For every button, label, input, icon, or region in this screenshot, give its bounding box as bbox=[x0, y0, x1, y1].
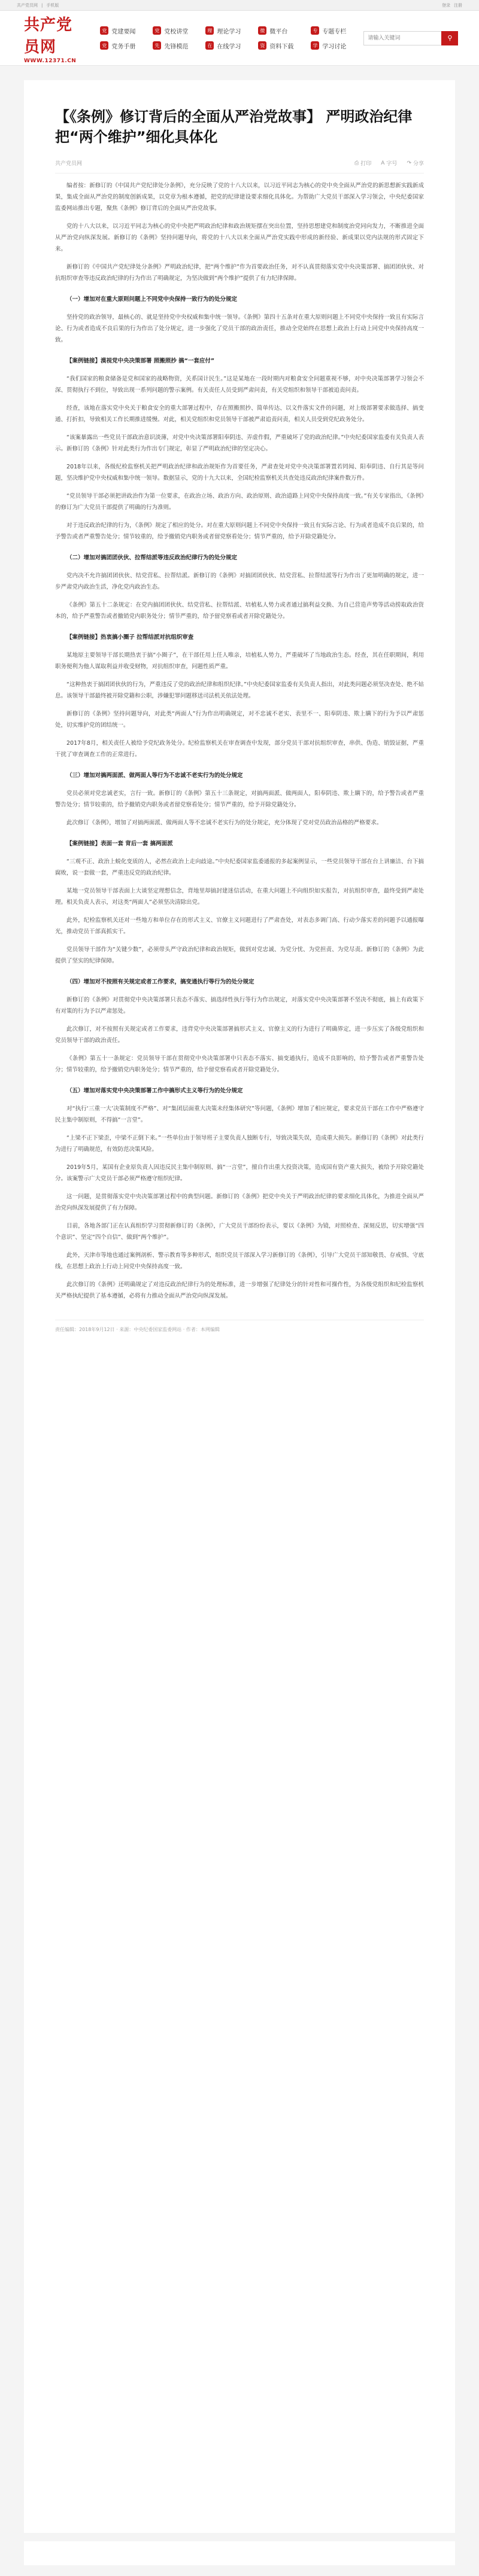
search-input[interactable] bbox=[363, 31, 441, 45]
section-heading: （五）增加对落实党中央决策部署工作中搞形式主义等行为的处分规定 bbox=[66, 1088, 243, 1094]
paragraph: 对“执行‘三重一大’决策制度不严格”、对“集团层面重大决策未经集体研究”等问题，《条例》增加了相应规定，要求党员干部在工作中严格遵守民主集中制原则，不得搞“一言堂”。 bbox=[55, 1106, 424, 1123]
paragraph: 目前，各地各部门正在认真组织学习贯彻新修订的《条例》，广大党员干部纷纷表示，要以《条例》为镜，对照检查、深刻反思，切实增强“四个意识”、坚定“四个自信”、做到“两个维护”。 bbox=[55, 1223, 424, 1241]
article-footer: 责任编辑：2018年9月12日 · 来源：中央纪委国家监委网站 · 作者：本网编辑 bbox=[55, 1320, 424, 1333]
site-logo[interactable] bbox=[24, 13, 76, 64]
nav-icon: 先 bbox=[153, 41, 161, 50]
article-title: 【《条例》修订背后的全面从严治党故事】 严明政治纪律 把“两个维护”细化具体化 bbox=[55, 108, 413, 145]
paragraph: 党内决不允许搞团团伙伙、结党营私、拉帮结派。新修订的《条例》对搞团团伙伙、结党营私、拉帮结派等行为作出了更加明确的规定，进一步严肃党内政治生活，净化党内政治生态。 bbox=[55, 573, 424, 590]
nav-label: 党建要闻 bbox=[111, 28, 136, 35]
share-icon: ↷ bbox=[407, 160, 411, 166]
paragraph: 这一问题，是贯彻落实党中央决策部署过程中的典型问题。新修订的《条例》把党中央关于严明政治纪律的要求细化具体化，为推进全面从严治党向纵深发展提供了有力保障。 bbox=[55, 1193, 424, 1211]
paragraph: 新修订的《条例》坚持问题导向，对此类“两面人”行为作出明确规定，对不忠诚不老实、表里不一、阳奉阴违、欺上瞒下的行为予以严肃惩处，切实维护党的团结统一。 bbox=[55, 711, 424, 729]
nav-label: 党校讲堂 bbox=[164, 28, 189, 35]
paragraph: “党员领导干部必须把讲政治作为第一位要求，在政治立场、政治方向、政治原则、政治道路上同党中央保持高度一致。”有关专家指出，《条例》的修订为广大党员干部提供了明确的行为准则。 bbox=[55, 493, 424, 511]
section-heading: 【案例链接】热衷搞小圈子 拉帮结派对抗组织审查 bbox=[66, 634, 194, 641]
paragraph: 此次修订《条例》，增加了对搞两面派、做两面人等不忠诚不老实行为的处分规定，充分体现了党对党员政治品格的严格要求。 bbox=[66, 820, 383, 826]
topbar-site-link[interactable]: 共产党员网 bbox=[17, 2, 38, 8]
paragraph: 《条例》第五十一条规定：党员领导干部在贯彻党中央决策部署中只表态不落实、搞变通执行，造成不良影响的，给予警告或者严重警告处分；情节较重的，给予撤销党内职务处分；情节严重的，给予留党察看或者开除党籍处分。 bbox=[55, 1055, 424, 1073]
main-nav bbox=[100, 26, 363, 50]
nav-item[interactable] bbox=[311, 41, 363, 50]
page-bottom bbox=[24, 2541, 455, 2565]
nav-item[interactable] bbox=[258, 26, 311, 35]
paragraph: 党员必须对党忠诚老实，言行一致。新修订的《条例》第五十三条规定，对搞两面派、做两面人，阳奉阴违、欺上瞒下的，给予警告或者严重警告处分；情节较重的，给予撤销党内职务或者留党察看处分；情节严重的，给予开除党籍处分。 bbox=[55, 790, 424, 808]
logo-brand: 共产党员网 bbox=[24, 16, 73, 56]
nav-label: 先锋模范 bbox=[164, 43, 189, 50]
paragraph: 此次修订，对不按照有关规定或者工作要求，违背党中央决策部署搞形式主义、官僚主义的行为进行了明确界定，进一步压实了各级党组织和党员领导干部的政治责任。 bbox=[55, 1026, 424, 1044]
share-button[interactable]: ↷ 分享 bbox=[407, 160, 424, 167]
paragraph: 坚持党的政治领导，最核心的、就是坚持党中央权威和集中统一领导。《条例》第四十五条对在重大原则问题上不同党中央保持一致且有实际言论、行为或者造成不良后果的行为作出了处分规定，进一步强化了党员干部的政治责任，推动全党始终在思想上政治上行动上同党中央保持高度一致。 bbox=[55, 314, 424, 343]
section-heading: 【案例链接】表面一套 背后一套 搞两面派 bbox=[66, 841, 173, 847]
nav-item[interactable] bbox=[311, 26, 363, 35]
section-heading: （四）增加对不按照有关规定或者工作要求，搞变通执行等行为的处分规定 bbox=[66, 979, 254, 985]
nav-label: 在线学习 bbox=[217, 43, 241, 50]
nav-label: 学习讨论 bbox=[322, 43, 347, 50]
paragraph: 《条例》第五十二条规定：在党内搞团团伙伙、结党营私、拉帮结派、培植私人势力或者通过搞利益交换、为自己营造声势等活动捞取政治资本的，给予严重警告或者撤销党内职务处分；情节严重的，给予留党察看或者开除党籍处分。 bbox=[55, 602, 424, 620]
paragraph: “该案暴露出一些党员干部政治意识淡薄，对党中央决策部署阳奉阴违、弄虚作假，严重破坏了党的政治纪律。”中央纪委国家监委有关负责人表示。新修订的《条例》针对此类行为作出专门规定，彰显了严明政治纪律的坚定决心。 bbox=[55, 434, 424, 452]
paragraph: 新修订的《条例》对贯彻党中央决策部署只表态不落实、搞选择性执行等行为作出规定，对落实党中央决策部署不坚决不彻底，搞上有政策下有对策的行为予以严肃惩处。 bbox=[55, 997, 424, 1015]
nav-label: 微平台 bbox=[269, 28, 288, 35]
paragraph: 经查，该地在落实党中央关于粮食安全的重大部署过程中，存在照搬照抄、简单传达、以文件落实文件的问题，对上级部署要求做选择、搞变通、打折扣，导致相关工作长期推进缓慢。对此，相关党组织和党员领导干部被严肃追责问责，相关人员受到党纪政务处分。 bbox=[55, 405, 424, 423]
font-size-icon: A bbox=[381, 160, 385, 166]
login-link[interactable]: 登录 bbox=[442, 2, 450, 8]
nav-item[interactable] bbox=[153, 41, 205, 50]
section-heading: （三）增加对搞两面派、做两面人等行为不忠诚不老实行为的处分规定 bbox=[66, 772, 243, 779]
nav-item[interactable] bbox=[153, 26, 205, 35]
register-link[interactable]: 注册 bbox=[454, 2, 462, 8]
paragraph: 编者按：新修订的《中国共产党纪律处分条例》，充分反映了党的十八大以来，以习近平同志为核心的党中央全面从严治党的新思想新实践新成果，集成全面从严治党的制度创新成果，以党章为根本遵循，把党的纪律建设要求细化具体化。为帮助广大党员干部深入学习领会，中央纪委国家监委网站推出专题，聚焦《条例》修订背后的全面从严治党故事。 bbox=[55, 182, 424, 212]
search-button[interactable] bbox=[441, 31, 458, 45]
nav-icon: 学 bbox=[311, 41, 319, 50]
nav-label: 理论学习 bbox=[217, 28, 241, 35]
section-heading: 【案例链接】漠视党中央决策部署 照搬照抄 搞“一套应付” bbox=[66, 358, 215, 364]
search-box bbox=[363, 31, 458, 45]
paragraph: 新修订的《中国共产党纪律处分条例》严明政治纪律，把“两个维护”作为首要政治任务，对不认真贯彻落实党中央决策部署、搞团团伙伙、对抗组织审查等违反政治纪律的行为作出了明确规定，为坚决做到“两个维护”提供了有力纪律保障。 bbox=[55, 264, 424, 282]
nav-icon: 理 bbox=[205, 26, 214, 35]
article-meta bbox=[55, 159, 424, 173]
nav-item[interactable] bbox=[100, 41, 153, 50]
paragraph: 某地一党员领导干部表面上大谈坚定理想信念，背地里却搞封建迷信活动，在重大问题上不向组织如实报告，对抗组织审查，最终受到严肃处理。相关负责人表示，对这类“两面人”必须坚决清除出党。 bbox=[55, 888, 424, 906]
nav-label: 党务手册 bbox=[111, 43, 136, 50]
paragraph: 某地原主要领导干部长期热衷于搞“小圈子”，在干部任用上任人唯亲，培植私人势力，严重破坏了当地政治生态。经查，其在任职期间，利用职务便利为他人谋取利益并收受财物，对抗组织审查，问题性质严重。 bbox=[55, 652, 424, 670]
nav-icon: 党 bbox=[100, 41, 108, 50]
article-body bbox=[55, 180, 424, 1302]
top-bar bbox=[0, 0, 479, 11]
article bbox=[24, 80, 455, 2533]
nav-icon: 资 bbox=[258, 41, 266, 50]
paragraph: 党员领导干部作为“关键少数”，必须带头严守政治纪律和政治规矩，做到对党忠诚、为党分忧、为党担责、为党尽责。新修订的《条例》为此提供了坚实的纪律保障。 bbox=[55, 946, 424, 964]
paragraph: 对于违反政治纪律的行为，《条例》规定了相应的处分。对在重大原则问题上不同党中央保持一致且有实际言论、行为或者造成不良后果的，给予警告或者严重警告处分；情节较重的，给予撤销党内职务或者留党察看处分；情节严重的，给予开除党籍处分。 bbox=[55, 522, 424, 540]
paragraph: 2018年以来，各级纪检监察机关把严明政治纪律和政治规矩作为首要任务，严肃查处对党中央决策部署置若罔闻、阳奉阴违、自行其是等问题，坚决维护党中央权威和集中统一领导。数据显示，党的十九大以来，全国纪检监察机关共查处违反政治纪律案件数万件。 bbox=[55, 464, 424, 482]
paragraph: 此外，纪检监察机关还对一些地方和单位存在的形式主义、官僚主义问题进行了严肃查处，对表态多调门高、行动少落实差的问题予以通报曝光，推动党员干部真抓实干。 bbox=[55, 917, 424, 935]
font-size-button[interactable]: A 字号 bbox=[381, 160, 398, 167]
nav-label: 专题专栏 bbox=[322, 28, 347, 35]
nav-item[interactable] bbox=[100, 26, 153, 35]
site-header bbox=[0, 11, 479, 66]
nav-icon: 党 bbox=[153, 26, 161, 35]
article-tools bbox=[354, 159, 424, 167]
paragraph: “这种热衷于搞团团伙伙的行为，严重违反了党的政治纪律和组织纪律。”中央纪委国家监委有关负责人指出，对此类问题必须坚决查处、绝不姑息。该领导干部最终被开除党籍和公职，涉嫌犯罪问题移送司法机关依法处理。 bbox=[55, 681, 424, 699]
paragraph: “我们国家的粮食储备是党和国家的战略物资，关系国计民生。”这是某地在一段时期内对粮食安全问题重视不够，对中央决策部署学习领会不深、贯彻执行不到位，导致出现一系列问题的警示案例。有关责任人员受到严肃问责，有关党组织和领导干部被追责问责。 bbox=[55, 376, 424, 394]
section-heading: （一）增加对在重大原则问题上不同党中央保持一致行为的处分规定 bbox=[66, 296, 238, 303]
paragraph: 此外，天津市等地也通过案例剖析、警示教育等多种形式，组织党员干部深入学习新修订的《条例》，引导广大党员干部知敬畏、存戒惧、守底线，在思想上政治上行动上同党中央保持高度一致。 bbox=[55, 1252, 424, 1270]
section-heading: （二）增加对搞团团伙伙、拉帮结派等违反政治纪律行为的处分规定 bbox=[66, 555, 238, 561]
search-icon: ⚲ bbox=[447, 34, 453, 42]
nav-item[interactable] bbox=[205, 26, 258, 35]
paragraph: “三观不正、政治上蜕化变质的人，必然在政治上走向歧途。”中央纪委国家监委通报的多起案例显示，一些党员领导干部在台上讲廉洁、台下搞腐败，说一套做一套，严重违反党的政治纪律。 bbox=[55, 858, 424, 876]
nav-item[interactable] bbox=[258, 41, 311, 50]
nav-icon: 微 bbox=[258, 26, 266, 35]
nav-icon: 在 bbox=[205, 41, 214, 50]
nav-icon: 专 bbox=[311, 26, 319, 35]
topbar-divider: | bbox=[41, 2, 43, 8]
paragraph: “上梁不正下梁歪，中梁不正倒下来。”一些单位由于领导班子主要负责人独断专行，导致决策失误，造成重大损失。新修订的《条例》对此类行为进行了明确规范，有效防范决策风险。 bbox=[55, 1135, 424, 1153]
logo-url: WWW.12371.CN bbox=[24, 57, 77, 64]
print-icon: ⎙ bbox=[354, 160, 359, 166]
paragraph: 2017年8月，相关责任人被给予党纪政务处分。纪检监察机关在审查调查中发现，部分党员干部对抗组织审查，串供、伪造、销毁证据，严重干扰了审查调查工作的正常进行。 bbox=[55, 740, 424, 758]
nav-icon: 党 bbox=[100, 26, 108, 35]
paragraph: 此次修订的《条例》还明确规定了对违反政治纪律行为的处理标准，进一步增强了纪律处分的针对性和可操作性，为各级党组织和纪检监察机关严格执纪提供了基本遵循，必将有力推动全面从严治党向纵深发展。 bbox=[55, 1281, 424, 1299]
topbar-mobile-link[interactable]: 手机版 bbox=[46, 2, 59, 8]
paragraph: 党的十八大以来，以习近平同志为核心的党中央把严明政治纪律和政治规矩摆在突出位置，坚持思想建党和制度治党同向发力，不断推进全面从严治党向纵深发展。新修订的《条例》坚持问题导向，将党的十八大以来全面从严治党实践中形成的新经验、新成果以党内法规的形式固定下来。 bbox=[55, 223, 424, 252]
paragraph: 2019年5月，某国有企业原负责人因违反民主集中制原则、搞“一言堂”，擅自作出重大投资决策，造成国有资产重大损失，被给予开除党籍处分。该案警示广大党员干部必须严格遵守组织纪律。 bbox=[55, 1164, 424, 1182]
article-source: 共产党员网 bbox=[55, 161, 83, 167]
print-button[interactable]: ⎙ 打印 bbox=[354, 160, 372, 167]
nav-label: 资料下载 bbox=[269, 43, 294, 50]
nav-item[interactable] bbox=[205, 41, 258, 50]
